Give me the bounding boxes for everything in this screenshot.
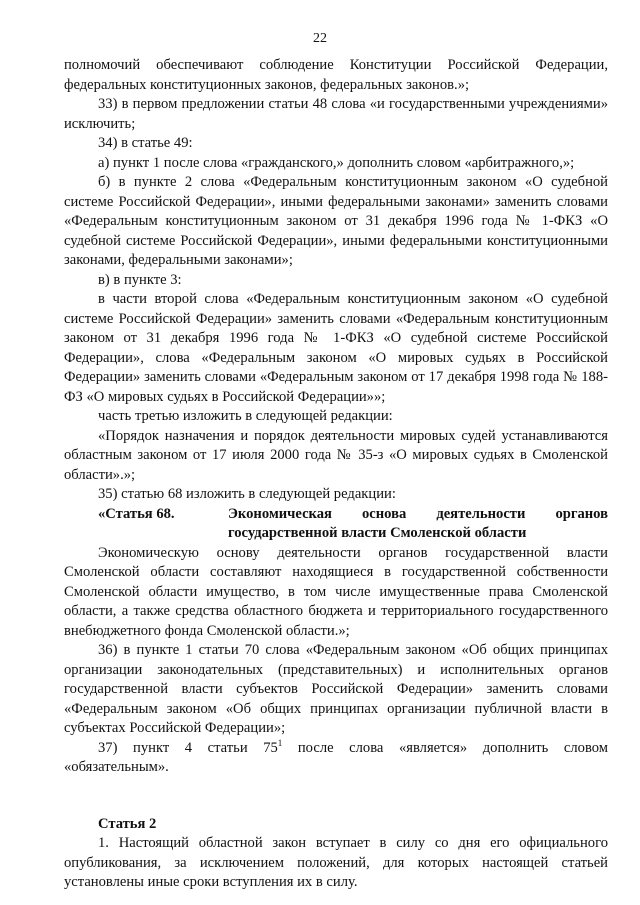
article-68-heading [64, 505, 608, 544]
paragraph: полномочий обеспечивают соблюдение Конституции Российской Федерации, федеральных конституционных законов, федеральных законов.»; [64, 57, 608, 93]
paragraph: 35) статью 68 изложить в следующей редакции: [98, 486, 396, 502]
paragraph: Экономическую основу деятельности органов государственной власти Смоленской области составляют находящиеся в государственной собственности Смоленской области имущество, в том числе имущественные права Смоленской области, а также средства областного бюджета и территориального государственного внебюджетного фонда Смоленской области.»; [64, 544, 608, 639]
paragraph: в части второй слова «Федеральным конституционным законом «О судебной системе Российской Федерации» заменить словами «Федеральным конституционным законом от 31 декабря 1996 года № 1-ФКЗ «О судебной системе Российской Федерации», слова «Федеральным законом «О мировых судьях в Российской Федерации» заменить словами «Федеральным законом от 17 декабря 1998 года № 188-ФЗ «О мировых судьях в Российской Федерации»»; [64, 291, 608, 405]
item-37-text: 37) пункт 4 статьи 75 [98, 739, 278, 756]
paragraph: в) в пункте 3: [98, 271, 182, 288]
item-37-superscript: 1 [277, 737, 283, 748]
paragraph: б) в пункте 2 слова «Федеральным конституционным законом «О судебной системе Российской Федерации», иными федеральными законами» заменить словами «Федеральным конституционным законом от 31 декабря 1996 года № 1-ФКЗ «О судебной системе Российской Федерации», иными федеральными конституционными законами, федеральными законами»; [64, 174, 608, 268]
paragraph: 34) в статье 49: [98, 135, 193, 151]
paragraph: часть третью изложить в следующей редакции: [98, 408, 393, 424]
article-68-label: «Статья 68. [98, 505, 175, 522]
article-2-heading: Статья 2 [98, 815, 157, 832]
article-68-title-line1: Экономическая основа деятельности органов [228, 505, 608, 522]
paragraph: 1. Настоящий областной закон вступает в силу со дня его официального опубликования, за исключением положений, для которых настоящей статьей установлены иные сроки вступления их в силу. [64, 835, 608, 890]
article-68-title [228, 505, 608, 544]
document-body [64, 56, 608, 893]
paragraph: а) пункт 1 после слова «гражданского,» дополнить словом «арбитражного,»; [98, 154, 575, 171]
item-37-text-rest: после слова «является» дополнить словом «обязательным». [64, 739, 608, 775]
paragraph: «Порядок назначения и порядок деятельности мировых судей устанавливаются областным законом от 17 июля 2000 года № 35-з «О мировых судьях в Смоленской области».»; [64, 427, 608, 483]
paragraph: 36) в пункте 1 статьи 70 слова «Федеральным законом «Об общих принципах организации законодательных (представительных) и исполнительных органов государственной власти субъектов Российской Федерации» заменить словами «Федеральным законом «Об общих принципах организации публичной власти в субъектах Российской Федерации»; [64, 642, 608, 736]
article-68-title-line2: государственной власти Смоленской области [228, 525, 527, 541]
paragraph: 33) в первом предложении статьи 48 слова «и государственными учреждениями» исключить; [64, 96, 608, 132]
paragraph-item-37 [64, 739, 608, 778]
page-number: 22 [313, 31, 327, 46]
